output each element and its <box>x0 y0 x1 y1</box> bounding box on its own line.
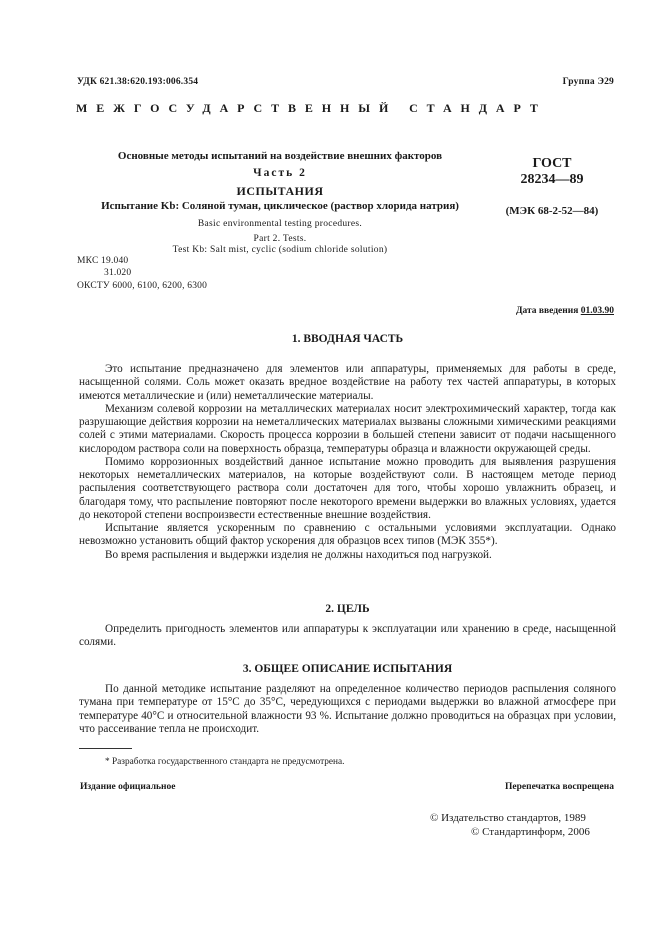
interstate-standard-banner: МЕЖГОСУДАРСТВЕННЫЙ СТАНДАРТ <box>76 101 547 115</box>
title-line-1: Основные методы испытаний на воздействие внешних факторов <box>117 150 443 162</box>
title-kb: Испытание Kb: Соляной туман, циклическое (раствор хлорида натрия) <box>101 200 459 212</box>
section-1-paragraph: Во время распыления и выдержки изделия не должны находиться под нагрузкой. <box>105 548 492 561</box>
section-3-body <box>79 683 616 736</box>
gost-label: ГОСТ <box>532 156 572 171</box>
gost-number: 28234—89 <box>520 172 584 187</box>
mks-code-2: 31.020 <box>104 268 132 278</box>
title-tests: ИСПЫТАНИЯ <box>236 184 324 198</box>
section-2-heading: 2. ЦЕЛЬ <box>325 603 370 615</box>
section-3-paragraph: По данной методике испытание разделяют на определенное количество периодов распыления соляного тумана при температуре от 15°С до 35°С, чередующихся с периодами выдержки во влажной атмосфере при температуре 40°С и относительной влажности 93 %. Испытание должно проводиться на образцах при условии, что рассеивание тепла не происходит. <box>79 683 616 735</box>
footnote-rule <box>79 748 132 749</box>
section-2-body <box>79 623 616 650</box>
iec-reference: (МЭК 68-2-52—84) <box>505 205 599 217</box>
udk-code: УДК 621.38:620.193:006.354 <box>77 77 199 87</box>
section-1-paragraph: Помимо коррозионных воздействий данное испытание можно проводить для выявления разрушения некоторых неметаллических материалов, на которые воздействуют соли. В настоящем методе период распыления соответствующего раствора соли достаточен для того, чтобы хорошо увлажнить образец, и благодаря тому, что распыление повторяют после некоторого времени выдержки во влажных условиях, удается до некоторой степени воспроизвести естественные внешние воздействия. <box>79 455 616 521</box>
title-en-2: Part 2. Tests. <box>253 234 307 244</box>
section-1-heading: 1. ВВОДНАЯ ЧАСТЬ <box>291 333 404 345</box>
section-1-body <box>79 363 616 562</box>
intro-date-value: 01.03.90 <box>580 306 614 316</box>
official-edition: Издание официальное <box>80 782 176 792</box>
section-1-paragraph: Испытание является ускоренным по сравнению с остальными условиями эксплуатации. Однако невозможно установить общий фактор ускорения для образцов всех типов (МЭК 355*). <box>79 522 616 548</box>
footnote: * Разработка государственного стандарта не предусмотрена. <box>105 757 345 767</box>
section-1-paragraph: Механизм солевой коррозии на металлических материалах носит электрохимический характер, тогда как разрушающие действия коррозии на неметаллических материалах вызваны сложными химическими реакциями солей с этими материалами. Скорость процесса коррозии в большей степени зависит от подачи насыщенного кислородом раствора соли на поверхность образца, температуры образца и влажности окружающей среды. <box>79 402 616 455</box>
reprint-prohibited: Перепечатка воспрещена <box>504 782 614 792</box>
title-en-3: Test Kb: Salt mist, cyclic (sodium chloride solution) <box>172 245 388 255</box>
section-3-heading: 3. ОБЩЕЕ ОПИСАНИЕ ИСПЫТАНИЯ <box>242 663 453 675</box>
mks-code-1: МКС 19.040 <box>77 256 129 266</box>
section-1-paragraph: Это испытание предназначено для элементов или аппаратуры, применяемых для работы в среде, насыщенной солями. Соль может оказать вредное воздействие на работу тех частей аппаратуры, в которых имеются металлические и (или) неметаллические материалы. <box>79 363 616 402</box>
section-2-paragraph: Определить пригодность элементов или аппаратуры к эксплуатации или хранению в среде, насыщенной солями. <box>79 623 616 649</box>
copyright-2006: © Стандартинформ, 2006 <box>471 826 590 838</box>
intro-date-label: Дата введения <box>515 306 579 316</box>
title-en-1: Basic environmental testing procedures. <box>197 219 363 229</box>
copyright-1989: © Издательство стандартов, 1989 <box>430 812 586 824</box>
intro-date <box>516 306 614 316</box>
group-code: Группа Э29 <box>562 77 614 87</box>
title-part: Часть 2 <box>253 167 307 179</box>
okstu-codes: ОКСТУ 6000, 6100, 6200, 6300 <box>77 281 208 291</box>
